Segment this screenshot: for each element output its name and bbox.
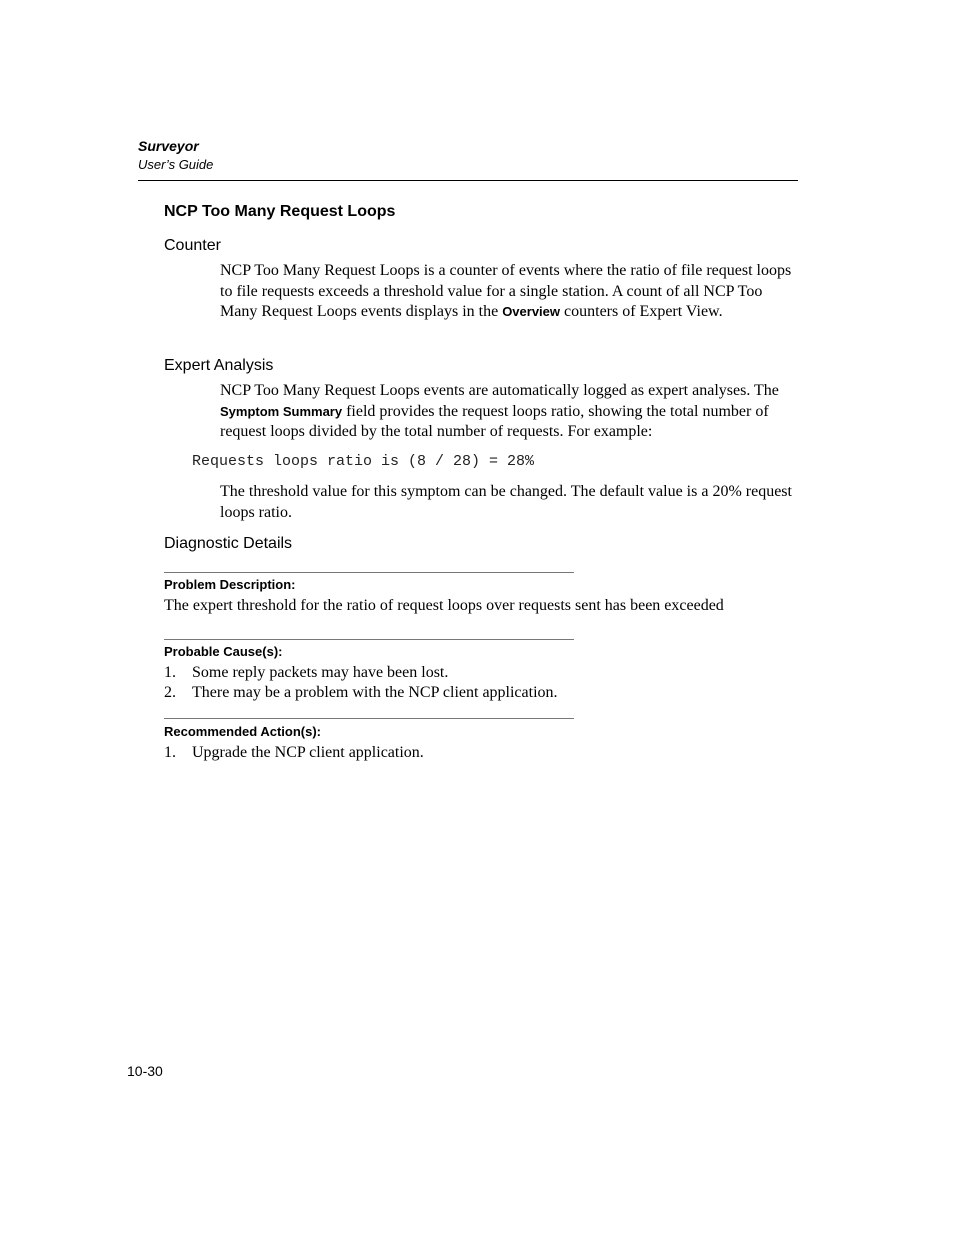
example-code-line: Requests loops ratio is (8 / 28) = 28% bbox=[192, 453, 535, 470]
overview-keyword: Overview bbox=[502, 304, 561, 319]
counter-heading: Counter bbox=[164, 237, 221, 254]
problem-divider bbox=[164, 572, 574, 573]
section-title: NCP Too Many Request Loops bbox=[164, 203, 396, 220]
running-header-title: Surveyor bbox=[138, 138, 199, 154]
list-item bbox=[164, 664, 448, 682]
symptom-summary-keyword: Symptom Summary bbox=[220, 403, 343, 419]
problem-description-text: The expert threshold for the ratio of request loops over requests sent has been exceeded bbox=[164, 597, 724, 614]
list-item bbox=[164, 684, 558, 702]
list-item-number: 1. bbox=[164, 744, 176, 761]
counter-text-2: counters of Expert View. bbox=[564, 303, 723, 320]
counter-paragraph bbox=[220, 261, 800, 323]
expert-analysis-heading: Expert Analysis bbox=[164, 357, 274, 374]
running-header-subtitle: User’s Guide bbox=[138, 157, 214, 172]
list-item-text: Upgrade the NCP client application. bbox=[192, 744, 424, 761]
list-item-text: Some reply packets may have been lost. bbox=[192, 664, 449, 681]
list-item bbox=[164, 744, 424, 762]
page-number: 10-30 bbox=[127, 1063, 163, 1079]
list-item-number: 1. bbox=[164, 664, 176, 681]
probable-causes-label: Probable Cause(s): bbox=[164, 644, 283, 659]
expert-analysis-paragraph bbox=[220, 381, 800, 443]
list-item-number: 2. bbox=[164, 684, 176, 701]
expert-analysis-text-2: field provides the request loops ratio, showing the total number of request loops divided by the total number of requests. For example: bbox=[220, 402, 769, 440]
threshold-paragraph: The threshold value for this symptom can be changed. The default value is a 20% request loops ratio. bbox=[220, 483, 792, 521]
causes-divider bbox=[164, 639, 574, 640]
diagnostic-details-heading: Diagnostic Details bbox=[164, 535, 293, 552]
header-divider bbox=[138, 180, 798, 181]
problem-description-label: Problem Description: bbox=[164, 577, 296, 592]
counter-text-1: NCP Too Many Request Loops is a counter of events where the ratio of file request loops to file requests exceeds a threshold value for a single station. A count of all NCP Too Many Request Loops events displays in the bbox=[220, 262, 792, 320]
actions-divider bbox=[164, 718, 574, 719]
list-item-text: There may be a problem with the NCP client application. bbox=[192, 684, 558, 701]
recommended-actions-label: Recommended Action(s): bbox=[164, 724, 321, 739]
expert-analysis-text-1: NCP Too Many Request Loops events are automatically logged as expert analyses. The bbox=[220, 382, 779, 399]
